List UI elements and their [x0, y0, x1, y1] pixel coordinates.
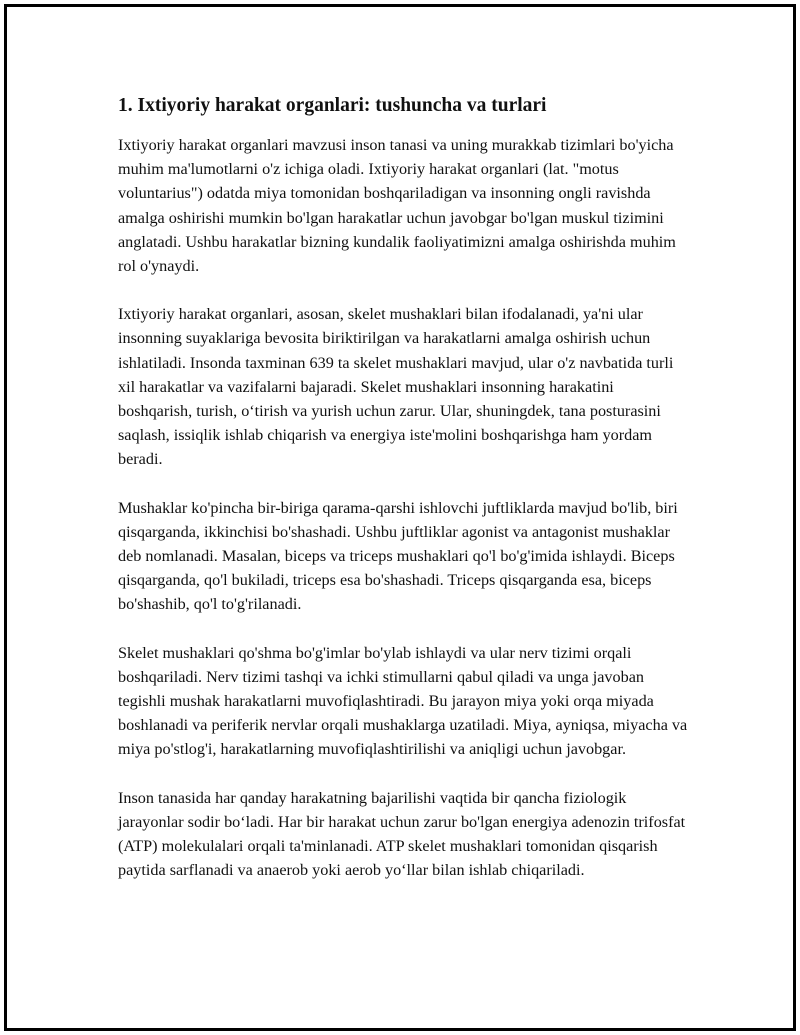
paragraph-5: Inson tanasida har qanday harakatning bajarilishi vaqtida bir qancha fiziologik jarayonlar sodir bo‘ladi. Har bir harakat uchun zarur bo'lgan energiya adenozin trifosfat (ATP) molekulalari orqali ta'minlanadi. ATP skelet mushaklari tomonidan qisqarish paytida sarflanadi va anaerob yoki aerob yo‘llar bilan ishlab chiqariladi. — [118, 788, 686, 880]
paragraph-3: Mushaklar ko'pincha bir-biriga qarama-qarshi ishlovchi juftliklarda mavjud bo'lib, biri qisqarganda, ikkinchisi bo'shashadi. Ushbu juftliklar agonist va antagonist mushaklar deb nomlanadi. Masalan, biceps va triceps mushaklari qo'l bo'g'imida ishlaydi. Biceps qisqarganda, qo'l bukiladi, triceps esa bo'shashadi. Triceps qisqarganda esa, biceps bo'shashib, qo'l to'g'rilanadi. — [118, 498, 678, 614]
document-body — [118, 93, 688, 906]
paragraph-1: Ixtiyoriy harakat organlari mavzusi inson tanasi va uning murakkab tizimlari bo'yicha muhim ma'lumotlarni o'z ichiga oladi. Ixtiyoriy harakat organlari (lat. "motus voluntarius") odatda miya tomonidan boshqariladigan va insonning ongli ravishda amalga oshirishi mumkin bo'lgan harakatlar uchun javobgar bo'lgan muskul tizimini anglatadi. Ushbu harakatlar bizning kundalik faoliyatimizni amalga oshirishda muhim rol o'ynaydi. — [118, 136, 676, 276]
paragraph-4: Skelet mushaklari qo'shma bo'g'imlar bo'ylab ishlaydi va ular nerv tizimi orqali boshqariladi. Nerv tizimi tashqi va ichki stimullarni qabul qiladi va unga javoban tegishli mushak harakatlarni muvofiqlashtiradi. Bu jarayon miya yoki orqa miyada boshlanadi va periferik nervlar orqali mushaklarga uzatiladi. Miya, ayniqsa, miyacha va miya po'stlog'i, harakatlarning muvofiqlashtirilishi va aniqligi uchun javobgar. — [118, 643, 688, 759]
paragraph-2: Ixtiyoriy harakat organlari, asosan, skelet mushaklari bilan ifodalanadi, ya'ni ular insonning suyaklariga bevosita biriktirilgan va harakatlarni amalga oshirish uchun ishlatiladi. Insonda taxminan 639 ta skelet mushaklari mavjud, ular o'z navbatida turli xil harakatlar va vazifalarni bajaradi. Skelet mushaklari insonning harakatini boshqarish, turish, o‘tirish va yurish uchun zarur. Ular, shuningdek, tana posturasini saqlash, issiqlik ishlab chiqarish va energiya iste'molini boshqarishga ham yordam beradi. — [118, 305, 674, 469]
section-heading: 1. Ixtiyoriy harakat organlari: tushuncha va turlari — [118, 95, 547, 116]
